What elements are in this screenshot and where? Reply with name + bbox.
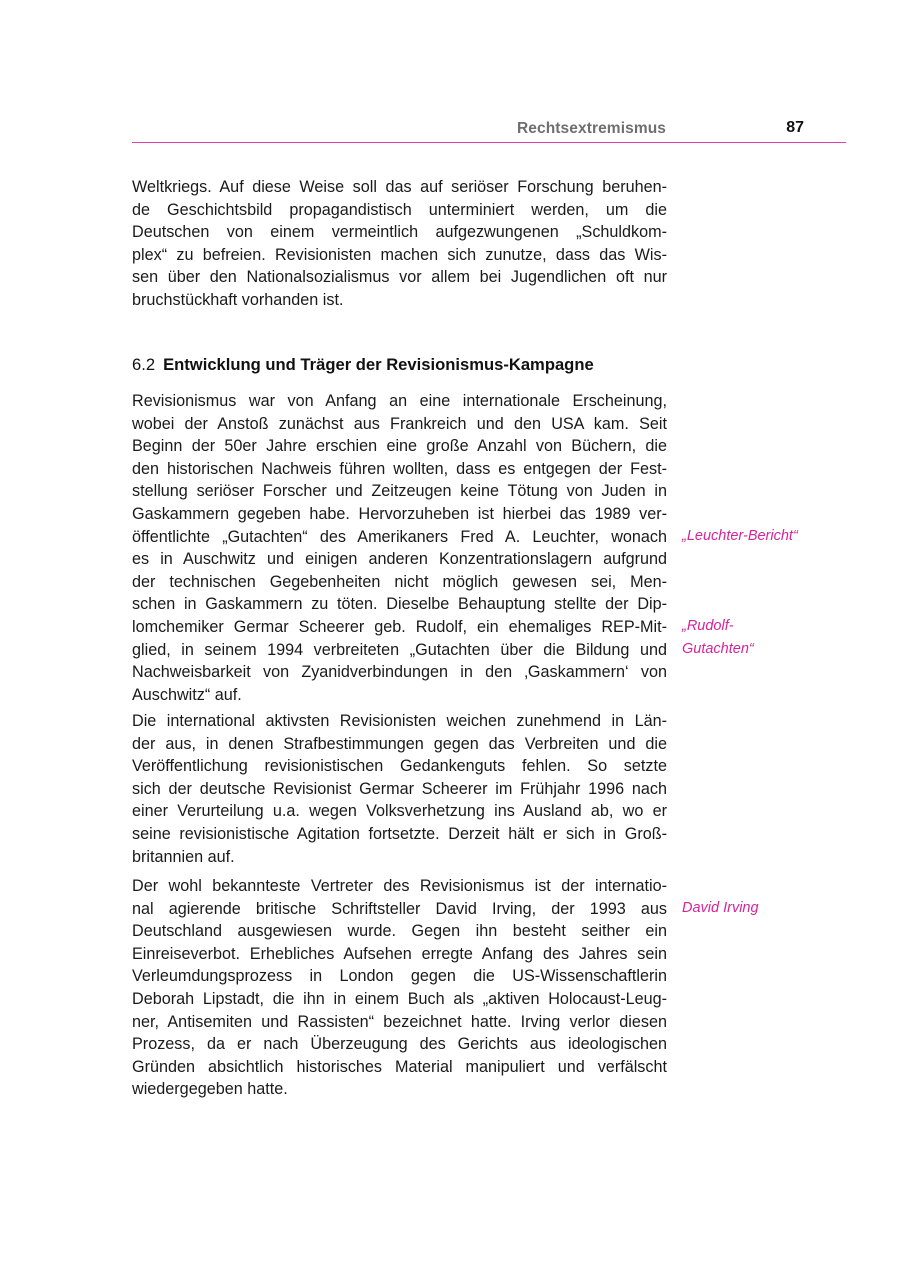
text-line: seine revisionistische Agitation fortsetzte. Derzeit hält er sich in Groß-: [132, 824, 667, 843]
text-line: Prozess, da er nach Überzeugung des Gerichts aus ideologischen: [132, 1035, 667, 1054]
text-line: Der wohl bekannteste Vertreter des Revisionismus ist der internatio-: [132, 877, 667, 895]
text-line: glied, in seinem 1994 verbreiteten „Gutachten über die Bildung und: [132, 640, 667, 659]
text-line: ner, Antisemiten und Rassisten“ bezeichnet hatte. Irving verlor diesen: [132, 1012, 667, 1031]
intro-paragraph-block: [132, 176, 667, 312]
text-line: sich der deutsche Revisionist Germar Scheerer im Frühjahr 1996 nach: [132, 779, 667, 798]
text-line: es in Auschwitz und einigen anderen Konzentrationslagern aufgrund: [132, 550, 667, 569]
text-line: Deborah Lipstadt, die ihn in einem Buch als „aktiven Holocaust-Leug-: [132, 989, 667, 1008]
text-line: Die international aktivsten Revisionisten weichen zunehmend in Län-: [132, 712, 667, 730]
margin-note-rudolf: [682, 615, 754, 660]
margin-note-irving: David Irving: [682, 900, 759, 916]
paragraph-2: [132, 710, 667, 868]
paragraph-3: [132, 875, 667, 1101]
text-line: einer Verurteilung u.a. wegen Volksverhetzung ins Ausland ab, wo er: [132, 802, 667, 821]
text-line: britannien auf.: [132, 847, 235, 866]
page-number: 87: [786, 119, 804, 136]
running-header: [132, 116, 846, 143]
margin-note-leuchter: „Leuchter-Bericht“: [682, 528, 798, 544]
section-heading: [132, 355, 594, 375]
section-title: Entwicklung und Träger der Revisionismus-Kampagne: [163, 355, 594, 374]
section-number: 6.2: [132, 355, 156, 374]
text-line: Gaskammern gegeben habe. Hervorzuheben ist hierbei das 1989 ver-: [132, 504, 667, 523]
running-title: Rechtsextremismus: [516, 120, 666, 137]
text-line: wobei der Anstoß zunächst aus Frankreich und den USA kam. Seit: [132, 414, 667, 433]
text-line: Auschwitz“ auf.: [132, 685, 242, 704]
text-line: plex“ zu befreien. Revisionisten machen sich zunutze, dass das Wis-: [132, 245, 667, 264]
text-line: sen über den Nationalsozialismus vor allem bei Jugendlichen oft nur: [132, 268, 667, 287]
text-line: Deutschen von einem vermeintlich aufgezwungenen „Schuldkom-: [132, 223, 667, 242]
text-line: lomchemiker Germar Scheerer geb. Rudolf, ein ehemaliges REP-Mit-: [132, 617, 667, 636]
margin-note-rudolf-line2: Gutachten“: [682, 640, 754, 657]
paragraph-1: [132, 390, 667, 706]
text-line: Veröffentlichung revisionistischen Gedankenguts fehlen. So setzte: [132, 757, 667, 776]
text-line: schen in Gaskammern zu töten. Dieselbe Behauptung stellte der Dip-: [132, 595, 667, 614]
text-line: stellung seriöser Forscher und Zeitzeugen keine Tötung von Juden in: [132, 482, 667, 501]
text-line: Beginn der 50er Jahre erschien eine große Anzahl von Büchern, die: [132, 437, 667, 456]
text-line: Nachweisbarkeit von Zyanidverbindungen in den ‚Gaskammern‘ von: [132, 663, 667, 682]
paragraph-1-block: [132, 390, 667, 706]
text-line: Weltkriegs. Auf diese Weise soll das auf seriöser Forschung beruhen-: [132, 178, 667, 196]
paragraph-3-block: [132, 875, 667, 1101]
intro-paragraph: [132, 176, 667, 312]
text-line: den historischen Nachweis führen wollten, dass es entgegen der Fest-: [132, 459, 667, 478]
text-line: Deutschland ausgewiesen wurde. Gegen ihn besteht seither ein: [132, 922, 667, 941]
text-line: Revisionismus war von Anfang an eine internationale Erscheinung,: [132, 392, 667, 410]
margin-note-rudolf-line1: „Rudolf-: [682, 618, 734, 634]
text-line: nal agierende britische Schriftsteller David Irving, der 1993 aus: [132, 899, 667, 918]
text-line: öffentlichte „Gutachten“ des Amerikaners Fred A. Leuchter, wonach: [132, 527, 667, 546]
text-line: Verleumdungsprozess in London gegen die US-Wissenschaftlerin: [132, 967, 667, 986]
text-line: Einreiseverbot. Erhebliches Aufsehen erregte Anfang des Jahres sein: [132, 944, 667, 963]
text-line: wiedergegeben hatte.: [132, 1080, 288, 1099]
text-line: Gründen absichtlich historisches Material manipuliert und verfälscht: [132, 1057, 667, 1076]
paragraph-2-block: [132, 710, 667, 868]
text-line: de Geschichtsbild propagandistisch unterminiert werden, um die: [132, 200, 667, 219]
text-line: bruchstückhaft vorhanden ist.: [132, 290, 344, 309]
text-line: der aus, in denen Strafbestimmungen gegen das Verbreiten und die: [132, 734, 667, 753]
text-line: der technischen Gegebenheiten nicht möglich gewesen sei, Men-: [132, 572, 667, 591]
